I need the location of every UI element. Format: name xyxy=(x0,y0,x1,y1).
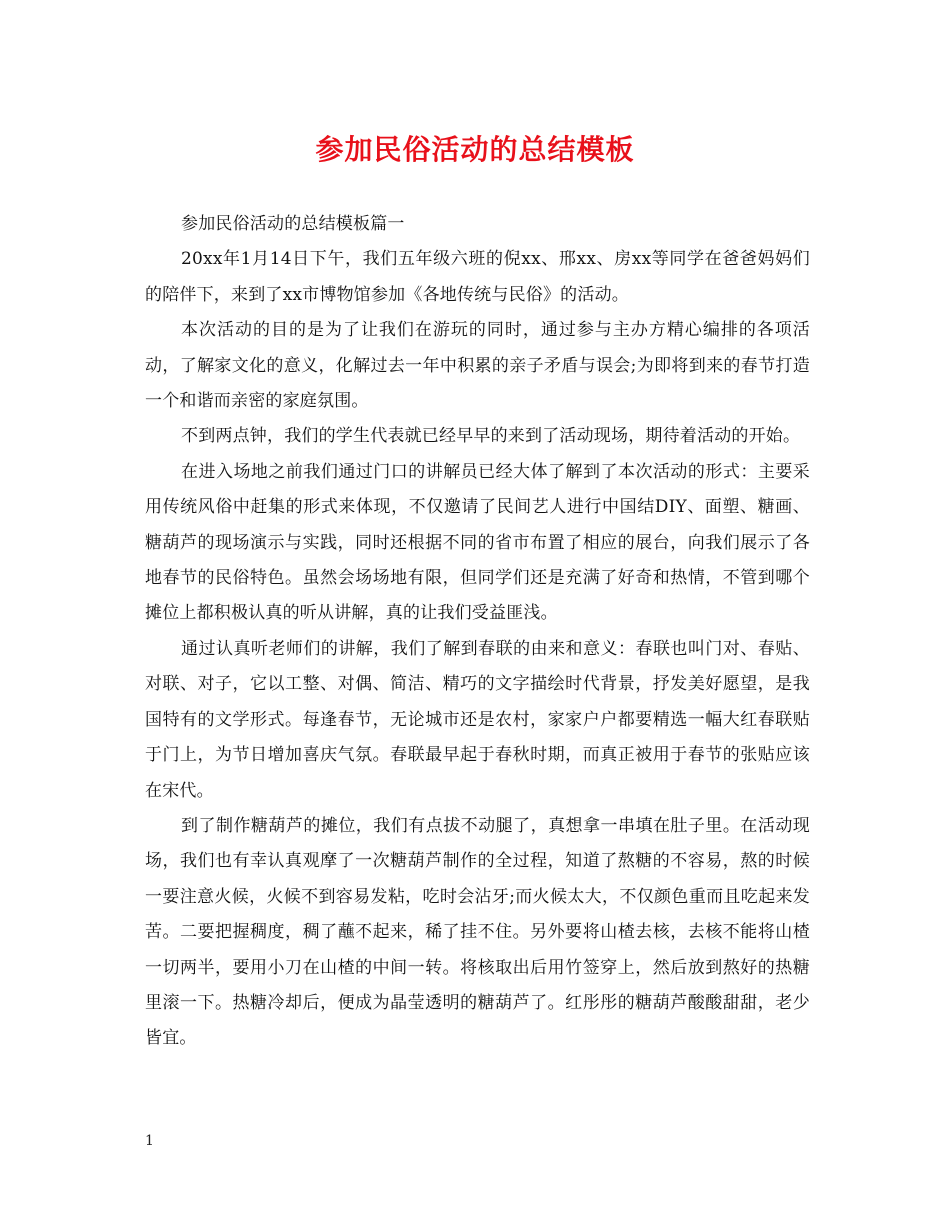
paragraph-candied-haws: 到了制作糖葫芦的摊位，我们有点拔不动腿了，真想拿一串填在肚子里。在活动现场，我们也有幸认真观摩了一次糖葫芦制作的全过程，知道了熬糖的不容易，熬的时候一要注意火候，火候不到容易发粘，吃时会沾牙;而火候太大，不仅颜色重而且吃起来发苦。二要把握稠度，稠了蘸不起来，稀了挂不住。另外要将山楂去核，去核不能将山楂一切两半，要用小刀在山楂的中间一转。将核取出后用竹签穿上，然后放到熬好的热糖里滚一下。热糖冷却后，便成为晶莹透明的糖葫芦了。红彤彤的糖葫芦酸酸甜甜，老少皆宜。 xyxy=(145,815,810,1049)
paragraph-arrival: 不到两点钟，我们的学生代表就已经早早的来到了活动现场，期待着活动的开始。 xyxy=(181,426,801,447)
paragraph-spring-couplets: 通过认真听老师们的讲解，我们了解到春联的由来和意义：春联也叫门对、春贴、对联、对子，它以工整、对偶、简洁、精巧的文字描绘时代背景，抒发美好愿望，是我国特有的文学形式。每逢春节，无论城市还是农村，家家户户都要精选一幅大红春联贴于门上，为节日增加喜庆气氛。春联最早起于春秋时期，而真正被用于春节的张贴应该在宋代。 xyxy=(145,638,810,801)
document-title: 参加民俗活动的总结模板 xyxy=(315,133,635,166)
paragraph-purpose: 本次活动的目的是为了让我们在游玩的同时，通过参与主办方精心编排的各项活动，了解家文化的意义，化解过去一年中积累的亲子矛盾与误会;为即将到来的春节打造一个和谐而亲密的家庭氛围。 xyxy=(145,320,810,412)
paragraph-activity-form: 在进入场地之前我们通过门口的讲解员已经大体了解到了本次活动的形式：主要采用传统风俗中赶集的形式来体现，不仅邀请了民间艺人进行中国结DIY、面塑、糖画、糖葫芦的现场演示与实践，同时还根据不同的省市布置了相应的展台，向我们展示了各地春节的民俗特色。虽然会场场地有限，但同学们还是充满了好奇和热情，不管到哪个摊位上都积极认真的听从讲解，真的让我们受益匪浅。 xyxy=(145,461,810,624)
paragraph-section-heading: 参加民俗活动的总结模板篇一 xyxy=(181,214,405,234)
document-body xyxy=(145,207,810,1057)
page-number: 1 xyxy=(145,1133,154,1149)
paragraph-intro: 20xx年1月14日下午，我们五年级六班的倪xx、邢xx、房xx等同学在爸爸妈妈们的陪伴下，来到了xx市博物馆参加《各地传统与民俗》的活动。 xyxy=(145,249,810,305)
